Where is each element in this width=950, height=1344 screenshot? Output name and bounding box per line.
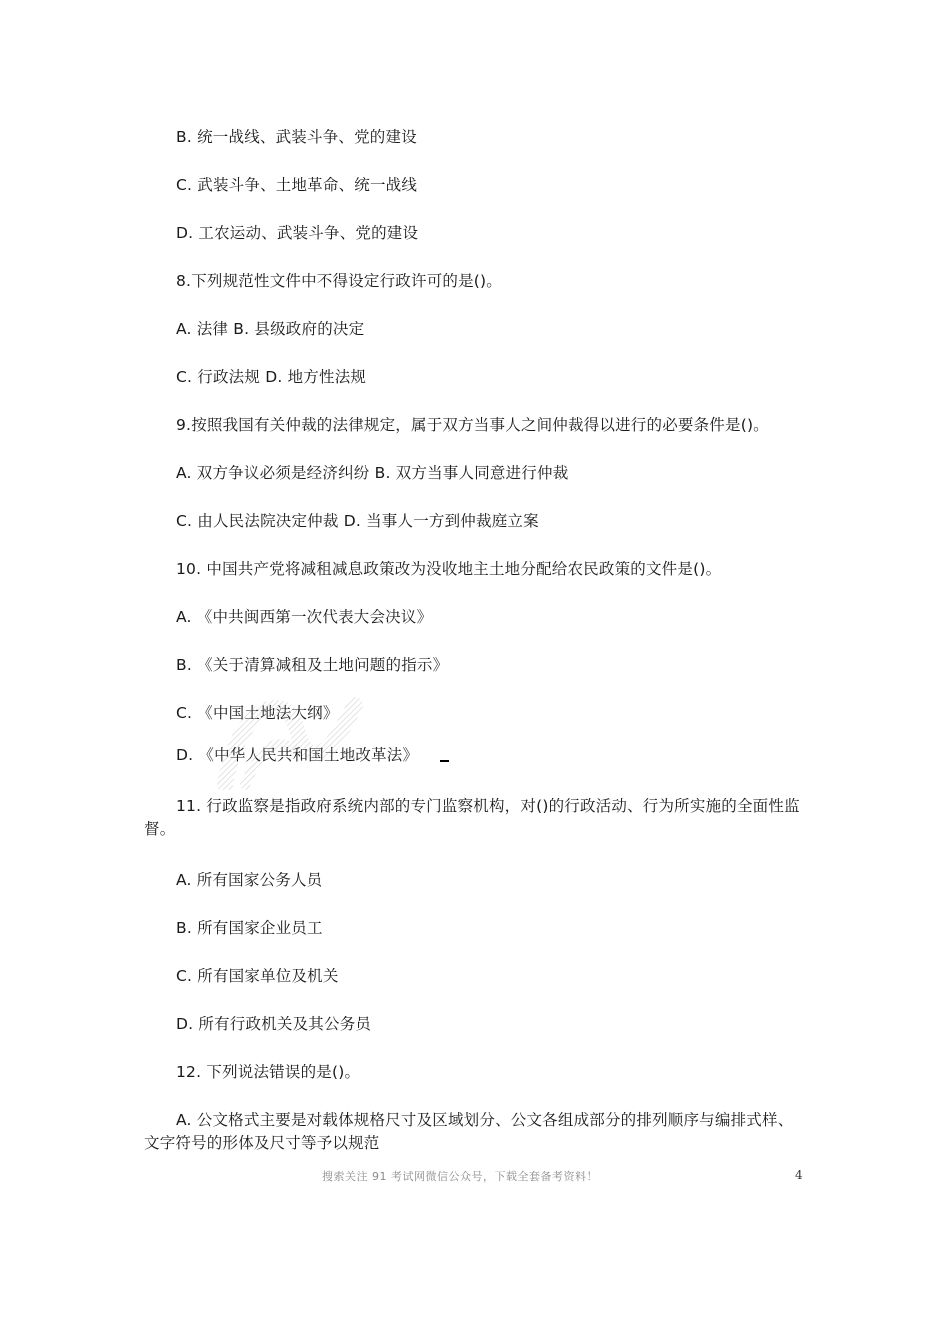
option-9cd: C. 由人民法院决定仲裁 D. 当事人一方到仲裁庭立案 (176, 512, 539, 530)
option-11b: B. 所有国家企业员工 (176, 919, 323, 937)
option-7b: B. 统一战线、武装斗争、党的建设 (176, 128, 417, 146)
question-11: 11. 行政监察是指政府系统内部的专门监察机构，对()的行政活动、行为所实施的全面性监督。 (144, 797, 800, 838)
option-8ab: A. 法律 B. 县级政府的决定 (176, 320, 365, 338)
question-8: 8.下列规范性文件中不得设定行政许可的是()。 (176, 272, 502, 290)
footer-promo-text: 搜索关注 91 考试网微信公众号，下载全套备考资料！ (322, 1170, 598, 1183)
option-9ab: A. 双方争议必须是经济纠纷 B. 双方当事人同意进行仲裁 (176, 464, 569, 482)
question-9: 9.按照我国有关仲裁的法律规定，属于双方当事人之间仲裁得以进行的必要条件是()。 (176, 416, 769, 434)
option-11a: A. 所有国家公务人员 (176, 871, 323, 889)
option-10a: A. 《中共闽西第一次代表大会决议》 (176, 608, 433, 626)
option-10d: D. 《中华人民共和国土地改革法》 (176, 746, 419, 764)
page-number: 4 (795, 1168, 803, 1182)
option-8cd: C. 行政法规 D. 地方性法规 (176, 368, 367, 386)
question-12: 12. 下列说法错误的是()。 (176, 1063, 361, 1081)
option-7c: C. 武装斗争、土地革命、统一战线 (176, 176, 418, 194)
option-11d: D. 所有行政机关及其公务员 (176, 1015, 372, 1033)
option-10c: C. 《中国土地法大纲》 (176, 704, 339, 722)
option-11c: C. 所有国家单位及机关 (176, 967, 339, 985)
option-12a: A. 公文格式主要是对载体规格尺寸及区域划分、公文各组成部分的排列顺序与编排式样、文字符号的形体及尺寸等予以规范 (144, 1111, 794, 1152)
question-10: 10. 中国共产党将减租减息政策改为没收地主土地分配给农民政策的文件是()。 (176, 560, 722, 578)
option-10b: B. 《关于清算减租及土地问题的指示》 (176, 656, 449, 674)
text-cursor-mark (440, 760, 449, 762)
page-footer (0, 1168, 950, 1186)
option-7d: D. 工农运动、武装斗争、党的建设 (176, 224, 419, 242)
